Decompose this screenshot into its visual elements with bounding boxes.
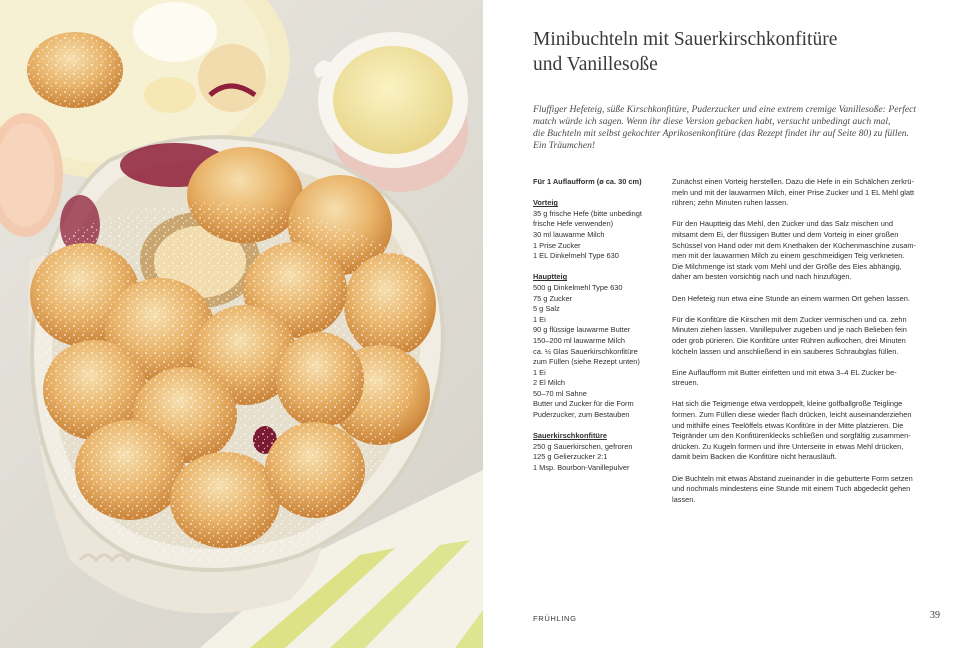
ingredient-line: 1 Prise Zucker [533, 240, 581, 250]
ingredient-line: 50–70 ml Sahne [533, 388, 587, 398]
section-label: FRÜHLING [533, 614, 577, 623]
ingredient-line: 75 g Zucker [533, 293, 573, 303]
method-line: damit beim Backen die Konfitüre nicht herausläuft. [672, 452, 837, 462]
method-line: Zunächst einen Vorteig herstellen. Dazu die Hefe in ein Schälchen zerkrü- [672, 177, 914, 186]
vorteig-title: Vorteig [533, 198, 558, 208]
ingredient-line: Butter und Zucker für die Form [533, 399, 634, 409]
method-paragraph [672, 219, 944, 283]
method-line: Die Milchmenge ist stark vom Mehl und der Größe des Eies abhängig, [672, 261, 902, 271]
method-line: drücken. Zu Kugeln formen und ihre Unterseite in etwas Mehl drücken, [672, 441, 904, 451]
method-line: rühren; zehn Minuten ruhen lassen. [672, 198, 789, 208]
ingredient-line: 30 ml lauwarme Milch [533, 229, 605, 239]
ingredient-line: 5 g Salz [533, 304, 560, 314]
method-line: Schüssel von Hand oder mit dem Knethaken der Küchenmaschine zusam- [672, 240, 917, 250]
page-number: 39 [930, 610, 940, 621]
ingredient-line: 35 g frische Hefe (bitte unbedingt [533, 208, 642, 218]
title-line: und Vanillesoße [533, 54, 658, 75]
intro-line: Fluffiger Hefeteig, süße Kirschkonfitüre, Puderzucker und eine extrem cremige Vanillesoße: Perfect [533, 104, 917, 115]
ingredient-line: 500 g Dinkelmehl Type 630 [533, 282, 623, 292]
method-line: formen. Zum Füllen diese wieder flach drücken, leicht auseinanderziehen [672, 410, 912, 420]
method-line: Eine Auflaufform mit Butter einfetten und mit etwa 3–4 EL Zucker be- [672, 367, 897, 377]
ingredient-line: 1 EL Dinkelmehl Type 630 [533, 251, 619, 261]
konfituere-title: Sauerkirschkonfitüre [533, 431, 607, 441]
recipe-intro [533, 104, 933, 152]
ingredient-line: 1 Msp. Bourbon-Vanillepulver [533, 463, 630, 473]
ingredient-line: 1 Ei [533, 314, 546, 324]
method-line: Hat sich die Teigmenge etwa verdoppelt, kleine golfballgroße Teiglinge [672, 399, 903, 409]
ingredient-line: 250 g Sauerkirschen, gefroren [533, 441, 633, 451]
method-line: Die Buchteln mit etwas Abstand zueinander in die gebutterte Form setzen [672, 473, 913, 483]
ingredient-line: 125 g Gelierzucker 2:1 [533, 452, 608, 462]
ingredient-line: 2 El Milch [533, 378, 566, 388]
ingredients-heading: Für 1 Auflaufform (ø ca. 30 cm) [533, 177, 642, 186]
intro-line: match würde ich sagen. Wenn ihr diese Version gebacken habt, versucht unbedingt auch mal, [533, 116, 891, 128]
ingredient-line: frische Hefe verwenden) [533, 219, 614, 229]
ingredient-line: zum Füllen (siehe Rezept unten) [533, 357, 640, 367]
method-line: daher am besten vorsichtig nach und nach hinzufügen. [672, 272, 852, 282]
method-line: mitsamt dem Ei, der flüssigen Butter und dem Vorteig in einer großen [672, 229, 899, 239]
method-line: streuen. [672, 378, 699, 388]
ingredient-line: Puderzucker, zum Bestauben [533, 410, 630, 420]
ingredients-column [533, 177, 668, 474]
method-line: und nochmals mindestens eine Stunde mit einem Tuch abgedeckt gehen [672, 484, 911, 494]
method-line: oder grob pürieren. Die Konfitüre unter Rühren aufkochen, drei Minuten [672, 335, 906, 345]
method-line: Minuten ziehen lassen. Vanillepulver zugeben und je nach Belieben fein [672, 325, 907, 335]
method-line: und mithilfe eines Teelöffels etwas Konfitüre in der Mitte platzieren. Die [672, 420, 904, 430]
method-line: Teigränder um den Konfitürenklecks schließen und sorgfältig zusammen- [672, 431, 911, 441]
ingredient-line: 90 g flüssige lauwarme Butter [533, 325, 631, 335]
ingredient-line: 150–200 ml lauwarme Milch [533, 335, 626, 345]
method-line: Für den Hauptteig das Mehl, den Zucker und das Salz mischen und [672, 219, 894, 229]
hauptteig-title: Hauptteig [533, 272, 568, 282]
method-line: men mit der lauwarmen Milch zu einem geschmeidigen Teig verkneten. [672, 251, 905, 261]
method-column [672, 177, 944, 516]
method-line: Für die Konfitüre die Kirschen mit dem Zucker vermischen und ca. zehn [672, 314, 907, 324]
method-line: meln und mit der lauwarmen Milch, einer Prise Zucker und 1 EL Mehl glatt [672, 187, 915, 197]
recipe-page [483, 0, 965, 648]
method-paragraph [672, 474, 944, 506]
method-paragraph [672, 399, 944, 463]
ingredient-line: ca. ½ Glas Sauerkirschkonfitüre [533, 346, 638, 356]
ingredient-line: 1 Ei [533, 367, 546, 377]
method-paragraph [672, 368, 944, 389]
title-line: Minibuchteln mit Sauerkirschkonfitüre [533, 29, 838, 50]
method-paragraph [672, 315, 944, 357]
recipe-title [533, 27, 933, 77]
plate-bun-split [198, 44, 266, 112]
intro-line: Ein Träumchen! [533, 140, 596, 152]
method-line: Den Hefeteig nun etwa eine Stunde an einem warmen Ort gehen lassen. [672, 293, 910, 303]
method-line: köcheln lassen und anschließend in ein sauberes Schraubglas füllen. [672, 346, 899, 356]
method-line: lassen. [672, 494, 696, 504]
method-paragraph [672, 177, 944, 209]
intro-line: die Buchteln mit selbst gekochter Aprikosenkonfitüre (das Rezept findet ihr auf Seite 80) zu füllen. [533, 128, 909, 140]
method-paragraph [672, 294, 944, 305]
